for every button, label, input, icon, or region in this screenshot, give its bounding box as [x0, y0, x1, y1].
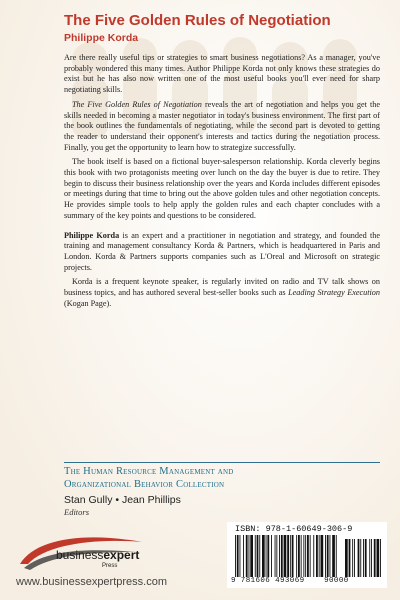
author-bio-text-2: Korda is a frequent keynote speaker, is regularly invited on radio and TV talk shows on business topics, and has authored several best-seller books such as — [64, 277, 380, 298]
barcode-addon-bar — [352, 539, 353, 577]
author-bio-text: is an expert and a practitioner in negotiation and strategy, and founded the training and management consultancy Korda & Partners, which is headquartered in Paris and London. Korda & Partners supports companies such as L'Oreal and Microsoft on strategic projects. — [64, 230, 381, 272]
barcode-bar — [313, 535, 314, 577]
barcode-bar — [249, 535, 250, 577]
barcode-bar — [287, 535, 289, 577]
barcode-bar — [259, 535, 260, 577]
book-title-italic: The Five Golden Rules of Negotiation — [72, 99, 202, 109]
barcode-bar — [284, 535, 287, 577]
publisher-logo-text — [56, 548, 139, 562]
publisher-logo-bold: expert — [103, 548, 140, 562]
barcode-bar — [327, 535, 329, 577]
barcode-bar — [267, 535, 269, 577]
barcode-bar — [271, 535, 272, 577]
barcode-addon-bar — [360, 539, 361, 577]
main-content — [64, 12, 380, 309]
series-editors-label: Editors — [64, 507, 90, 517]
author-book-italic: Leading Strategy Execution — [288, 288, 380, 298]
barcode-bar — [336, 535, 337, 577]
paragraph-2-text: reveals the art of negotiation and helps you get the skills needed in becoming a master negotiator in today's business environment. The first part of the book outlines the fundamentals of negotiating, while the second part is devoted to getting the reader to understand their opponent's interests and tactics during the negotiation process. Finally, you get the opportunity to learn how to strategize successfully. — [64, 99, 381, 152]
barcode-bar — [257, 535, 259, 577]
barcode-addon-digits: 90000 — [324, 577, 349, 585]
barcode-addon-bar — [354, 539, 355, 577]
barcode-addon-bar — [358, 539, 360, 577]
series-title-line-2: Organizational Behavior Collection — [64, 478, 225, 490]
author-bio-text-2-end: (Kogan Page). — [64, 298, 112, 308]
isbn-number: ISBN: 978-1-60649-306-9 — [235, 524, 353, 534]
barcode-bar — [237, 535, 239, 577]
barcode-addon-bar — [369, 539, 370, 577]
book-author: Philippe Korda — [64, 32, 139, 44]
barcode-bar — [275, 535, 276, 577]
barcode-bar — [296, 535, 297, 577]
description-paragraph-1: Are there really useful tips or strategies to smart business negotiations? As a manager, you've probably wondered this many times. Author Philippe Korda not only knows these strategies do exist but he has also now written one of the most useful books you'll ever need for sharp negotiating skills. — [64, 53, 380, 95]
barcode-bar — [266, 535, 267, 577]
barcode-bar — [301, 535, 302, 577]
author-bio-name: Philippe Korda — [64, 230, 120, 240]
barcode-bar — [290, 535, 291, 577]
barcode-addon-bar — [365, 539, 367, 577]
publisher-logo-press: Press — [102, 563, 118, 569]
author-bio-paragraph-2 — [64, 277, 380, 309]
barcode-bar — [279, 535, 280, 577]
barcode-bar — [310, 535, 311, 577]
barcode-bar — [255, 535, 256, 577]
barcode-bar — [281, 535, 283, 577]
publisher-logo-prefix: business — [56, 548, 104, 562]
barcode-bar — [330, 535, 331, 577]
barcode-addon-bar — [345, 539, 348, 577]
barcode-bar — [262, 535, 265, 577]
barcode-bar — [292, 535, 294, 577]
barcode-main-digits: 9 781606 493069 — [231, 577, 305, 585]
description-paragraph-3: The book itself is based on a fictional buyer-salesperson relationship. Korda cleverly begins this book with two protagonists meeting over lunch on the day the buyer is due to retire. They begin to discuss their business relationship over the years and Korda includes different episodes or meetings during that time to bring out the above golden tules and other negotiation concepts. He provides simple tools to help apply the golden rules and each chapter concludes with a summary of the key points and questions to be considered. — [64, 157, 380, 220]
barcode-addon-bar — [377, 539, 380, 577]
author-bio-paragraph-1 — [64, 231, 380, 274]
barcode-bar — [307, 535, 309, 577]
description-paragraph-2 — [64, 100, 380, 154]
barcode-addon-bar — [349, 539, 351, 577]
series-title-line-1: The Human Resource Management and — [64, 466, 234, 477]
barcode-bar — [243, 535, 244, 577]
barcode-addon-bar — [374, 539, 376, 577]
publisher-logo — [16, 530, 146, 578]
publisher-website: www.businessexpertpress.com — [16, 576, 168, 588]
barcode-bar — [332, 535, 335, 577]
barcode-bar — [305, 535, 306, 577]
barcode-bar — [316, 535, 318, 577]
barcode-bar — [303, 535, 304, 577]
barcode-bar — [325, 535, 326, 577]
series-block — [64, 462, 380, 517]
barcode-bar — [246, 535, 248, 577]
barcode-addon-bar — [371, 539, 372, 577]
series-editors: Stan Gully • Jean Phillips — [64, 494, 181, 506]
book-title: The Five Golden Rules of Negotiation — [64, 12, 331, 29]
barcode-bar — [298, 535, 300, 577]
barcode-bar — [240, 535, 241, 577]
barcode-bars — [233, 535, 383, 579]
barcode-bar — [319, 535, 320, 577]
barcode-bar — [321, 535, 324, 577]
series-divider — [64, 462, 380, 463]
barcode-addon-bar — [380, 539, 381, 577]
barcode-bar — [235, 535, 236, 577]
barcode-bar — [250, 535, 253, 577]
barcode-addon-bar — [363, 539, 364, 577]
barcode-digits — [231, 577, 349, 585]
barcode-bar — [276, 535, 277, 577]
isbn-barcode — [227, 522, 387, 588]
